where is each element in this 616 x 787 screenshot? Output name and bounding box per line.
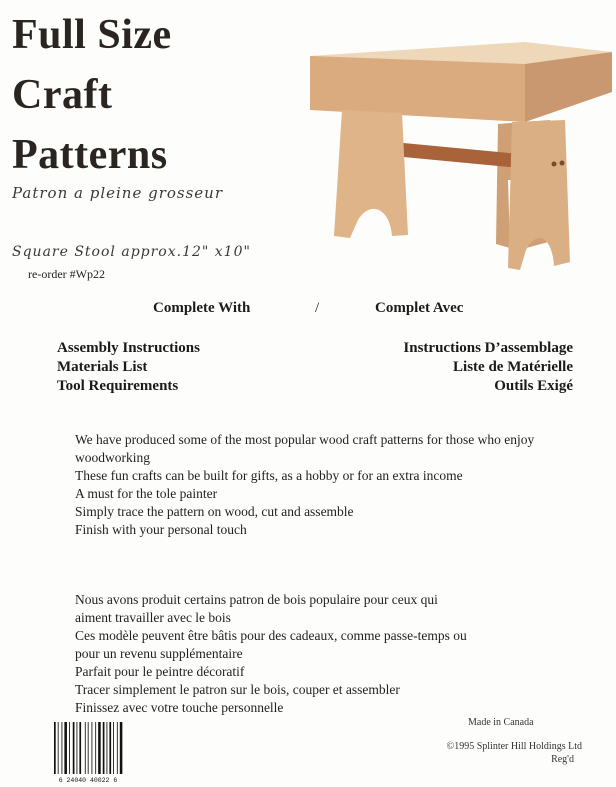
description-fr-line: Finissez avec votre touche personnelle [75, 700, 284, 715]
barcode-bar [64, 722, 67, 774]
barcode-bar [88, 722, 89, 774]
barcode-number: 6 24040 40022 6 [58, 777, 118, 784]
registered-mark: Reg'd [551, 754, 574, 765]
stool-peg-2 [560, 161, 565, 166]
barcode-bar [98, 722, 101, 774]
description-en-line: Finish with your personal touch [75, 522, 247, 537]
features-french [403, 339, 573, 396]
description-fr-line: Nous avons produit certains patron de bois populaire pour ceux qui [75, 592, 438, 607]
barcode [52, 720, 124, 784]
feature-en-item: Assembly Instructions [57, 340, 200, 356]
stool-front-left-leg [334, 110, 408, 238]
feature-en-item: Tool Requirements [57, 378, 179, 394]
title-line-3: Patterns [12, 132, 168, 178]
barcode-bar [120, 722, 123, 774]
barcode-bar [95, 722, 96, 774]
stool-peg-1 [552, 162, 557, 167]
barcode-bar [54, 722, 56, 774]
title-line-1: Full Size [12, 12, 172, 58]
stool-illustration [300, 30, 616, 280]
complet-avec-heading: Complet Avec [375, 300, 464, 316]
barcode-bar [92, 722, 93, 774]
description-fr-line: Ces modèle peuvent être bâtis pour des cadeaux, comme passe-temps ou [75, 628, 467, 643]
description-en-line: Simply trace the pattern on wood, cut and assemble [75, 504, 354, 519]
title-line-2: Craft [12, 72, 113, 118]
barcode-bar [85, 722, 86, 774]
features-english [57, 339, 200, 396]
stool-top-side [525, 52, 612, 122]
description-fr-line: Tracer simplement le patron sur le bois, couper et assembler [75, 682, 400, 697]
barcode-bar [113, 722, 114, 774]
barcode-bar [69, 722, 70, 774]
barcode-bar [117, 722, 118, 774]
copyright-notice: ©1995 Splinter Hill Holdings Ltd [446, 741, 582, 752]
reorder-number: re-order #Wp22 [28, 267, 105, 281]
subtitle-french: Patron a pleine grosseur [12, 184, 224, 202]
feature-fr-item: Liste de Matérielle [453, 359, 573, 375]
barcode-bar [62, 722, 63, 774]
product-name: Square Stool approx.12" x10" [12, 244, 251, 260]
barcode-bar [79, 722, 81, 774]
description-en-line: A must for the tole painter [75, 486, 218, 501]
feature-en-item: Materials List [57, 359, 148, 375]
description-fr-line: pour un revenu supplémentaire [75, 646, 243, 661]
feature-fr-item: Instructions D’assemblage [403, 340, 573, 356]
description-french [75, 591, 605, 717]
description-en-line: These fun crafts can be built for gifts, as a hobby or for an extra income [75, 468, 463, 483]
feature-fr-item: Outils Exigé [494, 378, 573, 394]
barcode-bar [73, 722, 75, 774]
made-in-canada: Made in Canada [468, 717, 534, 728]
barcode-bar [77, 722, 78, 774]
description-english [75, 431, 605, 539]
description-en-line: We have produced some of the most popular wood craft patterns for those who enjoy woodworking [75, 432, 535, 465]
stool-front-right-leg [508, 120, 570, 270]
barcode-bar [58, 722, 59, 774]
description-fr-line: aiment travailler avec le bois [75, 610, 231, 625]
barcode-bar [109, 722, 111, 774]
description-fr-line: Parfait pour le peintre décoratif [75, 664, 245, 679]
complete-with-heading: Complete With [153, 300, 251, 316]
heading-separator: / [315, 300, 320, 316]
barcode-bar [107, 722, 108, 774]
barcode-bar [103, 722, 105, 774]
